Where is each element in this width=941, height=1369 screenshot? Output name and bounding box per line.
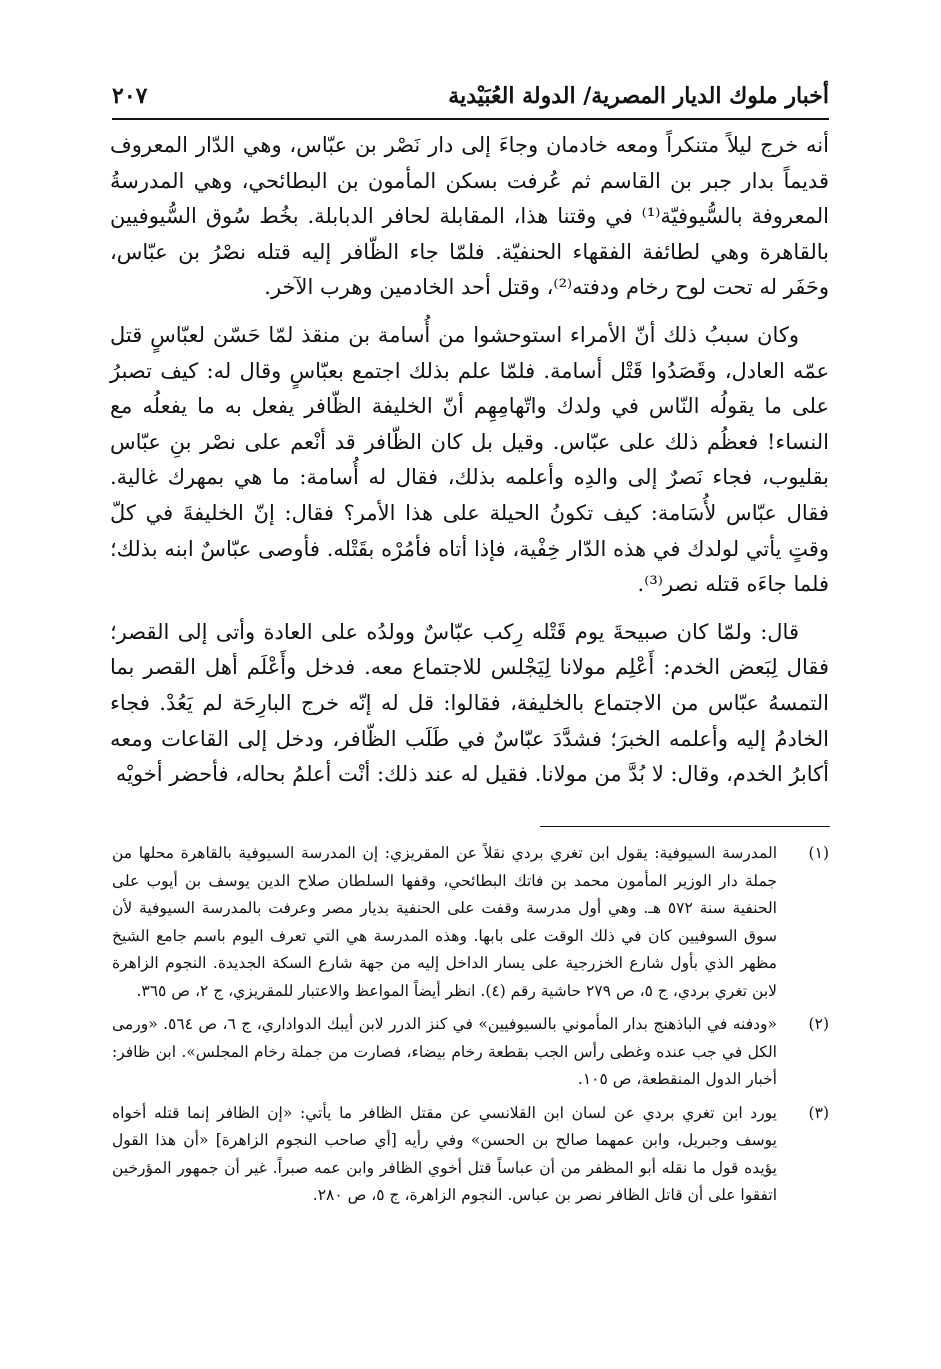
footnote-text: المدرسة السيوفية: يقول ابن تغري بردي نقلاً عن المقريزي: إن المدرسة السيوفية بالقاهرة محلها من جملة دار الوزير المأمون محمد بن فاتك البطائحي، وقفها السلطان صلاح الدين يوسف بن أيوب على الحنفية سنة ٥٧٢ هـ. وهي أول مدرسة وقفت على الحنفية بديار مصر وعرفت بالمدرسة السيوفية لأن سوق السوفيين كان في ذلك الوقت على بابها. وهذه المدرسة هي التي تعرف اليوم باسم جامع الشيخ مظهر الذي بأول شارع الخزرجية على يسار الداخل إليه من جهة شارع السكة الجديدة. النجوم الزاهرة لابن تغري بردي، ج ٥، ص ٢٧٩ حاشية رقم (٤). انظر أيضاً المواعظ والاعتبار للمقريزي، ج ٢، ص ٣٦٥. [112,844,777,1000]
paragraph: أنه خرج ليلاً متنكراً ومعه خادمان وجاءَ إلى دار نَصْر بن عبّاس، وهي الدّار المعروف قديماً بدار جبر بن القاسم ثم عُرفت بسكن المأمون بن البطائحي، وهي المدرسةُ المعروفة بالسُّيوفيّة⁽¹⁾ في وقتنا هذا، المقابلة لحافر الدبابلة. بخُط سُوق السُّيوفيين بالقاهرة وهي لطائفة الفقهاء الحنفيّة. فلمّا جاء الظّافر إليه قتله نصْرُ بن عبّاس، وحَفَر له تحت لوح رخام ودفته⁽²⁾، وقتل أحد الخادمين وهرب الآخر. [110,133,829,300]
footnote-text: يورد ابن تغري بردي عن لسان ابن القلانسي عن مقتل الظافر ما يأتي: «إن الظافر إنما قتله أخواه يوسف وجبريل، وابن عمهما صالح بن الحسن» وفي رأيه [أي صاحب النجوم الزاهرة] «أن هذا القول يؤيده قول ما نقله أبو المظفر من أن عباساً قتل أخوي الظافر وابن عمه صبراً. غير أن جمهور المؤرخين اتفقوا على أن قاتل الظافر نصر بن عباس. النجوم الزاهرة، ج ٥، ص ٢٨٠. [112,1103,777,1204]
footnote [112,1011,829,1094]
header-rule [112,118,829,120]
page-number: ٢٠٧ [112,83,148,109]
paragraph: قال: ولمّا كان صبيحةَ يوم قَتْله رِكب عبّاسٌ وولدُه على العادة وأتى إلى القصر؛ فقال لِبَعض الخدم: أَعْلِم مولانا لِيَجْلس للاجتماع معه. فدخل وأَعْلَم أهل القصر بما التمسهُ عبّاس من الاجتماع بالخليفة، فقالوا: قل له إنّه خرج البارِحَة لم يَعُدْ. فجاء الخادمُ إليه وأعلمه الخبرَ؛ فشدَّدَ عبّاسٌ في طَلَب الظّافر، ودخل إلى القاعات ومعه أكابرُ الخدم، وقال: لا بُدَّ من مولانا. فقيل له عند ذلك: أنْت أعلمُ بحاله، فأحضر أخويْه [110,619,829,787]
footnote-number: (٢) [808,1015,829,1033]
running-title: أخبار ملوك الديار المصرية/ الدولة العُبَيْدية [448,83,829,109]
footnote [112,1100,829,1210]
footnote-text: «ودفنه في الباذهنج بدار المأموني بالسيوفيين» في كنز الدرر لابن أيبك الدواداري، ج ٦، ص ٥٦٤. «ورمى الكل في جب عنده وغطى رأس الجب بقطعة رخام بيضاء، فصارت من جملة رخام المجلس». ابن ظافر: أخبار الدول المنقطعة، ص ١٠٥. [112,1015,777,1088]
main-text [110,128,829,805]
paragraph: وكان سببُ ذلك أنّ الأمراء استوحشوا من أُسامة بن منقذ لمّا حَسّن لعبّاسٍ قتل عمّه العادل، وقَصَدُوا قَتْل أسامة. فلمّا علم بذلك اجتمع بعبّاسٍ وقال له: كيف تصبرُ على ما يقولُه النّاس في ولدك واتّهامِهِم أنّ الخليفة الظّافر يفعل به ما يفعلُه مع النساء! فعظُم ذلك على عبّاس. وقيل بل كان الظّافر قد أنْعم على نصْر بنِ عبّاس بقليوب، فجاء نَصرٌ إلى والدِه وأعلمه بذلك، فقال له أُسامة: ما هي بمهرك غالية. فقال عبّاس لأُسَامة: كيف تكونُ الحيلة على هذا الأمر؟ فقال: إنّ الخليفةَ في كلّ وقتٍ يأتي لولدك في هذه الدّار خِفْية، فإذا أتاه فأمُرْه بقَتْله. فأوصى عبّاسٌ ابنه بذلك؛ فلما جاءَه قتله نصر⁽³⁾. [110,322,829,597]
footnote [112,840,829,1005]
footnotes [112,840,829,1216]
footnote-number: (٣) [808,1103,829,1122]
footnote-separator [540,826,830,827]
footnote-number: (١) [808,844,829,862]
running-header [112,78,829,114]
